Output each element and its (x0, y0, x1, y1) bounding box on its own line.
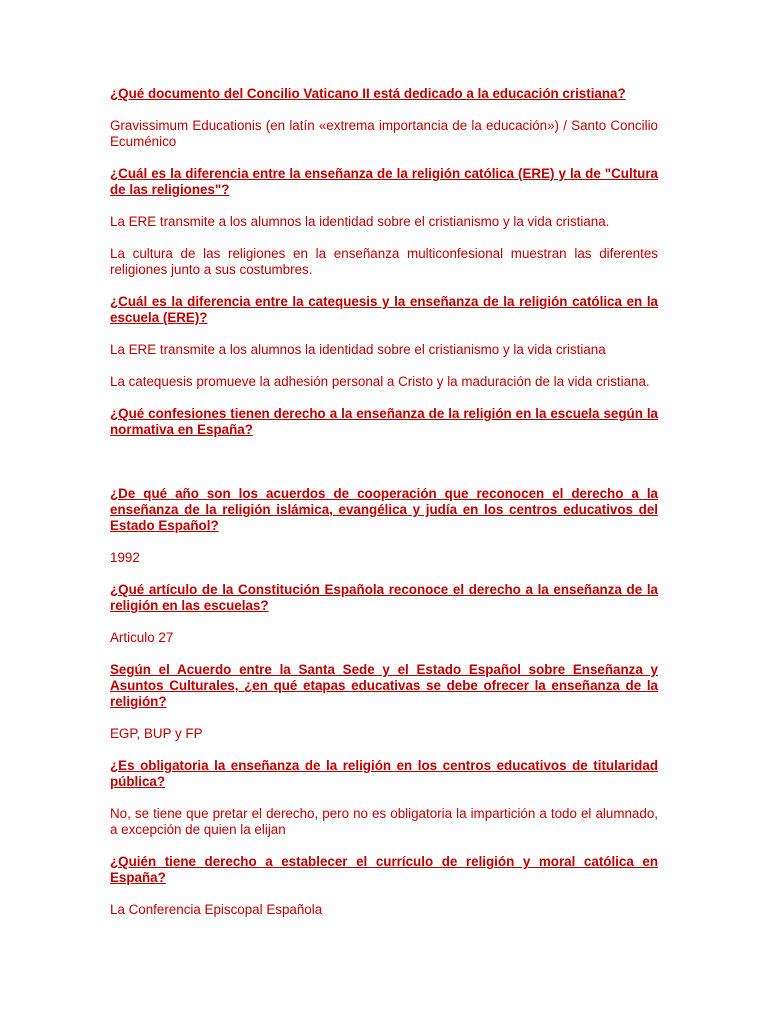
answer-9: La Conferencia Episcopal Española (110, 902, 323, 917)
answer-2a: La ERE transmite a los alumnos la identidad sobre el cristianismo y la vida cristiana. (110, 214, 610, 229)
question-3: ¿Cuál es la diferencia entre la catequesis y la enseñanza de la religión católica en la escuela (ERE)? (110, 294, 658, 325)
answer-3a: La ERE transmite a los alumnos la identidad sobre el cristianismo y la vida cristiana (110, 342, 606, 357)
question-8: ¿Es obligatoria la enseñanza de la religión en los centros educativos de titularidad pública? (110, 758, 658, 789)
answer-5: 1992 (110, 550, 140, 565)
answer-7: EGP, BUP y FP (110, 726, 203, 741)
answer-6: Articulo 27 (110, 630, 174, 645)
answer-8: No, se tiene que pretar el derecho, pero no es obligatoria la impartición a todo el alumnado, a excepción de quien la elijan (110, 806, 658, 837)
question-6: ¿Qué artículo de la Constitución Española reconoce el derecho a la enseñanza de la religión en las escuelas? (110, 582, 658, 613)
question-5: ¿De qué año son los acuerdos de cooperación que reconocen el derecho a la enseñanza de la religión islámica, evangélica y judía en los centros educativos del Estado Español? (110, 486, 658, 533)
question-4: ¿Qué confesiones tienen derecho a la enseñanza de la religión en la escuela según la normativa en España? (110, 406, 658, 437)
question-9: ¿Quién tiene derecho a establecer el currículo de religión y moral católica en España? (110, 854, 658, 885)
document-page (110, 86, 658, 918)
question-2: ¿Cuál es la diferencia entre la enseñanza de la religión católica (ERE) y la de "Cultura de las religiones"? (110, 166, 658, 197)
answer-3b: La catequesis promueve la adhesión personal a Cristo y la maduración de la vida cristiana. (110, 374, 650, 389)
question-7: Según el Acuerdo entre la Santa Sede y el Estado Español sobre Enseñanza y Asuntos Culturales, ¿en qué etapas educativas se debe ofrecer la enseñanza de la religión? (110, 662, 658, 709)
question-1: ¿Qué documento del Concilio Vaticano II está dedicado a la educación cristiana? (110, 86, 626, 101)
answer-2b: La cultura de las religiones en la enseñanza multiconfesional muestran las diferentes religiones junto a sus costumbres. (110, 246, 658, 277)
answer-1: Gravissimum Educationis (en latín «extrema importancia de la educación») / Santo Concilio Ecuménico (110, 118, 658, 149)
